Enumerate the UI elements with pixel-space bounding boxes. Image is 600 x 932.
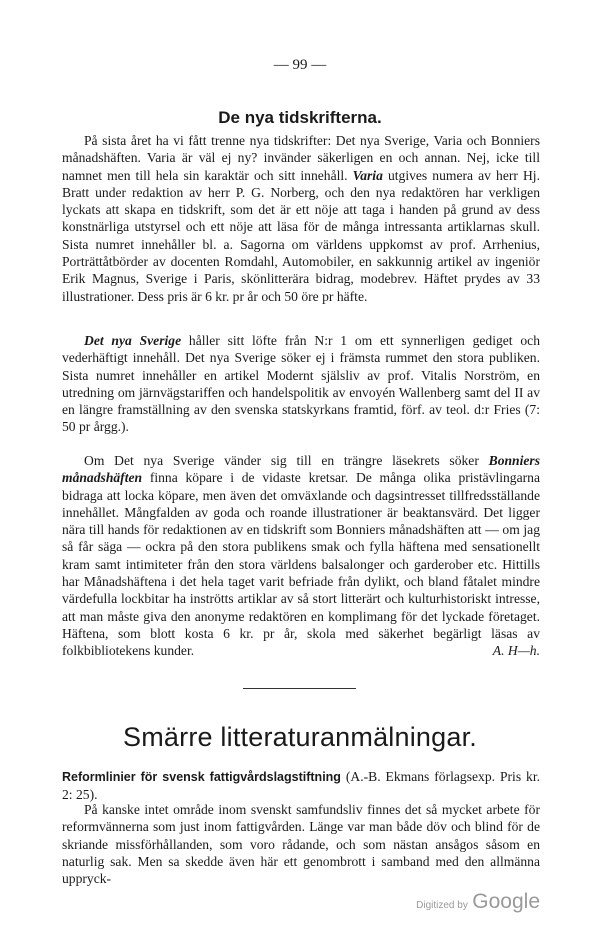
paragraph-3-text: Om Det nya Sverige vänder sig till en trängre läsekrets söker [84, 453, 479, 468]
paragraph-1-rest: utgives numera av herr Hj. Bratt under redaktion av herr P. G. Norberg, och den nya redaktören har verkligen lyckats att skapa en tidskrift, som det är ett nöje att taga i handen på grund av dess konstnärliga utstyrsel och ett nöje att läsa för de många intressanta artiklarnas skull. Sista numret innehåller bl. a. Sagorna om världens uppkomst av prof. Arrhenius, Porträttåtbörder av docenten Romdahl, Automobiler, en sakkunnig artikel av ingeniör Erik Magnus, Sverige i Paris, skönlitterära bidrag, modebrev. Häftet prydes av 33 illustrationer. Dess pris är 6 kr. pr år och 50 öre pr häfte. [62, 167, 540, 304]
varia-name: Varia [352, 167, 383, 183]
entry-heading [62, 768, 540, 804]
bonniers-name: Bonniers månadshäften [62, 453, 540, 486]
paragraph-3 [62, 452, 540, 660]
det-nya-sverige-name: Det nya Sverige [84, 333, 182, 348]
watermark-brand: Google [472, 890, 540, 913]
paragraph-2-text: håller sitt löfte från N:r 1 om ett synnerligen gediget och vederhäftigt innehåll. Det nya Sverige söker ej i främsta rummet den stora publiken. Sista numret innehåller en artikel Modernt själsliv av prof. Vitalis Norström, en utredning om järnvägstariffen och handelspolitik av envoyén Wallenberg samt del II av en längre framställning av den svenska statskyrkans framtid, förf. av teol. d:r Fries (7: 50 pr årgg.). [62, 333, 540, 435]
page-number: — 99 — [273, 57, 327, 73]
paragraph-1 [62, 132, 540, 305]
divider [243, 688, 356, 689]
entry-title: Reformlinier för svensk fattigvårdslagstiftning [62, 770, 341, 784]
paragraph-1-text: På sista året ha vi fått trenne nya tidskrifter: Det nya Sverige, Varia och Bonniers månadshäften. Varia är väl ej ny? invänder säkerligen en och annan. Nej, icke till namnet men till hela sin karaktär och sitt innehåll. [62, 133, 540, 183]
entry-text: På kanske intet område inom svenskt samfundsliv finnes det så mycket arbete för reformvännerna som just inom fattigvården. Länge var man både döv och blind för de skriande missförhållanden, som voro rådande, och som nästan ansågos såsom en naturlig sak. Men sa skedde även här ett genombrott i samband med den allmänna uppryck- [62, 802, 540, 887]
entry-publisher: (A.-B. Ekmans förlagsexp. Pris kr. 2: 25). [62, 769, 540, 803]
watermark-prefix: Digitized by [416, 900, 468, 911]
paragraph-2 [62, 332, 540, 436]
paragraph-3-rest: finna köpare i de vidaste kretsar. De många olika pristävlingarna bidraga att locka köpare, men även det omväxlande och dagsintresset tillfredsställande innehållet. Mångfalden av goda och roande illustrationer är beaktansvärd. Det ligger nära till hands för redaktionen av en tidskrift som Bonniers månadshäften att — om jag så får säga — ockra på den stora publikens smak och fylla häftena med sensationellt kram samt intimiteter från den stora världens balsalonger och garderober etc. Hittills har Månadshäftena i det hela taget varit befriade från dylikt, och bland fåtalet mindre värdefulla lockbitar ha inströtts artiklar av så stort litterärt och kulturhistoriskt intresse, att man måste giva den anonyme redaktören en komplimang för det lyckade företaget. Häftena, som blott kosta 6 kr. pr år, skola med säkerhet begärligt läsas av folkbibliotekens kunder. [62, 470, 540, 659]
signature: A. H—h. [492, 643, 540, 659]
section-title: De nya tidskrifterna. [218, 108, 382, 127]
section-2-title: Smärre litteraturanmälningar. [123, 722, 477, 752]
watermark [410, 890, 540, 914]
